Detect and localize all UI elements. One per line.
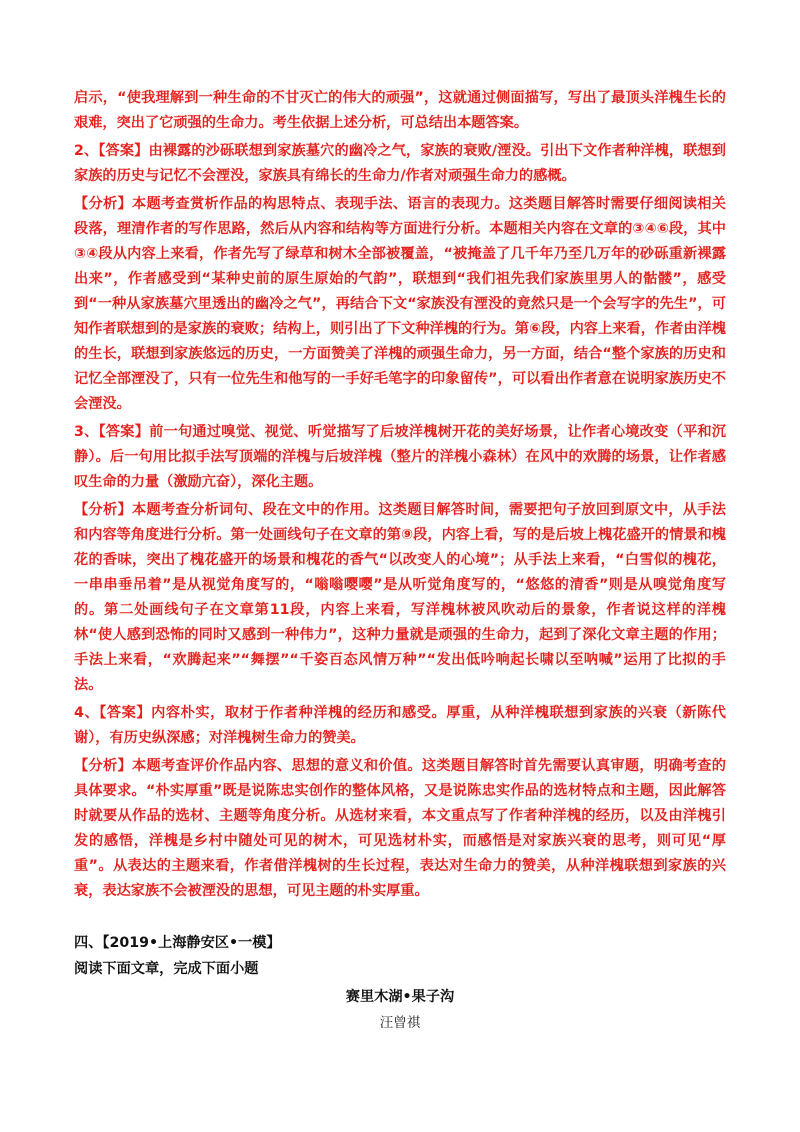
article-title: 赛里木湖•果子沟 (345, 989, 455, 1005)
answer-3: 3、【答案】前一句通过嗅觉、视觉、听觉描写了后坡洋槐树开花的美好场景，让作者心境改变（平和沉静）。后一句用比拟手法写顶端的洋槐与后坡洋槐（整片的洋槐小森林）在风中的欢腾的场景，让作者感叹生命的力量（激励亢奋），深化主题。 (74, 424, 726, 490)
answer-2: 2、【答案】由裸露的沙砾联想到家族墓穴的幽冷之气，家族的衰败/湮没。引出下文作者种洋槐，联想到家族的历史与记忆不会湮没，家族具有绵长的生命力/作者对顽强生命力的感概。 (74, 143, 726, 184)
analysis-4: 【分析】本题考查评价作品内容、思想的意义和价值。这类题目解答时首先需要认真审题，明确考查的具体要求。“朴实厚重”既是说陈忠实创作的整体风格，又是说陈忠实作品的选材特点和主题，因此解答时就要从作品的选材、主题等角度分析。从选材来看，本文重点写了作者种洋槐的经历，以及由洋槐引发的感悟，洋槐是乡村中随处可见的树木，可见选材朴实，而感悟是对家族兴衰的思考，则可见“厚重”。从表达的主题来看，作者借洋槐树的生长过程，表达对生命力的赞美，从种洋槐联想到家族的兴衰，表达家族不会被湮没的思想，可见主题的朴实厚重。 (74, 758, 726, 899)
answer-4: 4、【答案】内容朴实，取材于作者种洋槐的经历和感受。厚重，从种洋槐联想到家族的兴衰（新陈代谢），有历史纵深感；对洋槐树生命力的赞美。 (74, 705, 726, 746)
section-heading: 四、【2019•上海静安区•一模】 (74, 935, 281, 951)
reading-instruction: 阅读下面文章，完成下面小题 (74, 961, 259, 977)
analysis-3: 【分析】本题考查分析词句、段在文中的作用。这类题目解答时间，需要把句子放回到原文中，从手法和内容等角度进行分析。第一处画线句子在文章的第⑨段，内容上看，写的是后坡上槐花盛开的情景和槐花的香味，突出了槐花盛开的场景和槐花的香气“以改变人的心境”；从手法上来看，“白雪似的槐花，一串串垂吊着”是从视觉角度写的，“嗡嗡嘤嘤”是从听觉角度写的，“悠悠的清香”则是从嗅觉角度写的。第二处画线句子在文章第11段，内容上来看，写洋槐林被风吹动后的景象，作者说这样的洋槐林“使人感到恐怖的同时又感到一种伟力”，这种力量就是顽强的生命力，起到了深化文章主题的作用；手法上来看，“欢腾起来”“舞摆”“千姿百态风情万种”“发出低吟响起长啸以至呐喊”运用了比拟的手法。 (74, 502, 726, 693)
article-author: 汪曾祺 (379, 1015, 421, 1031)
section-spacer (74, 904, 726, 930)
analysis-2: 【分析】本题考查赏析作品的构思特点、表现手法、语言的表现力。这类题目解答时需要仔细阅读相关段落，理清作者的写作思路，然后从内容和结构等方面进行分析。本题相关内容在文章的③④⑥段，其中③④段从内容上来看，作者先写了绿草和树木全部被覆盖，“被掩盖了几千年乃至几万年的砂砾重新裸露出来”，作者感受到“某种史前的原生原始的气韵”，联想到“我们祖先我们家族里男人的骷髅”，感受到“一种从家族墓穴里透出的幽冷之气”，再结合下文“家族没有湮没的竟然只是一个会写字的先生”，可知作者联想到的是家族的衰败；结构上，则引出了下文种洋槐的行为。第⑥段，内容上来看，作者由洋槐的生长，联想到家族悠远的历史，一方面赞美了洋槐的顽强生命力，另一方面，结合“整个家族的历史和记忆全部湮没了，只有一位先生和他写的一手好毛笔字的印象留传”，可以看出作者意在说明家族历史不会湮没。 (74, 196, 726, 412)
answer-paragraph-1-continuation: 启示，“使我理解到一种生命的不甘灭亡的伟大的顽强”，这就通过侧面描写，写出了最顶头洋槐生长的艰难，突出了它顽强的生命力。考生依据上述分析，可总结出本题答案。 (74, 90, 726, 131)
document-page (74, 86, 726, 1036)
